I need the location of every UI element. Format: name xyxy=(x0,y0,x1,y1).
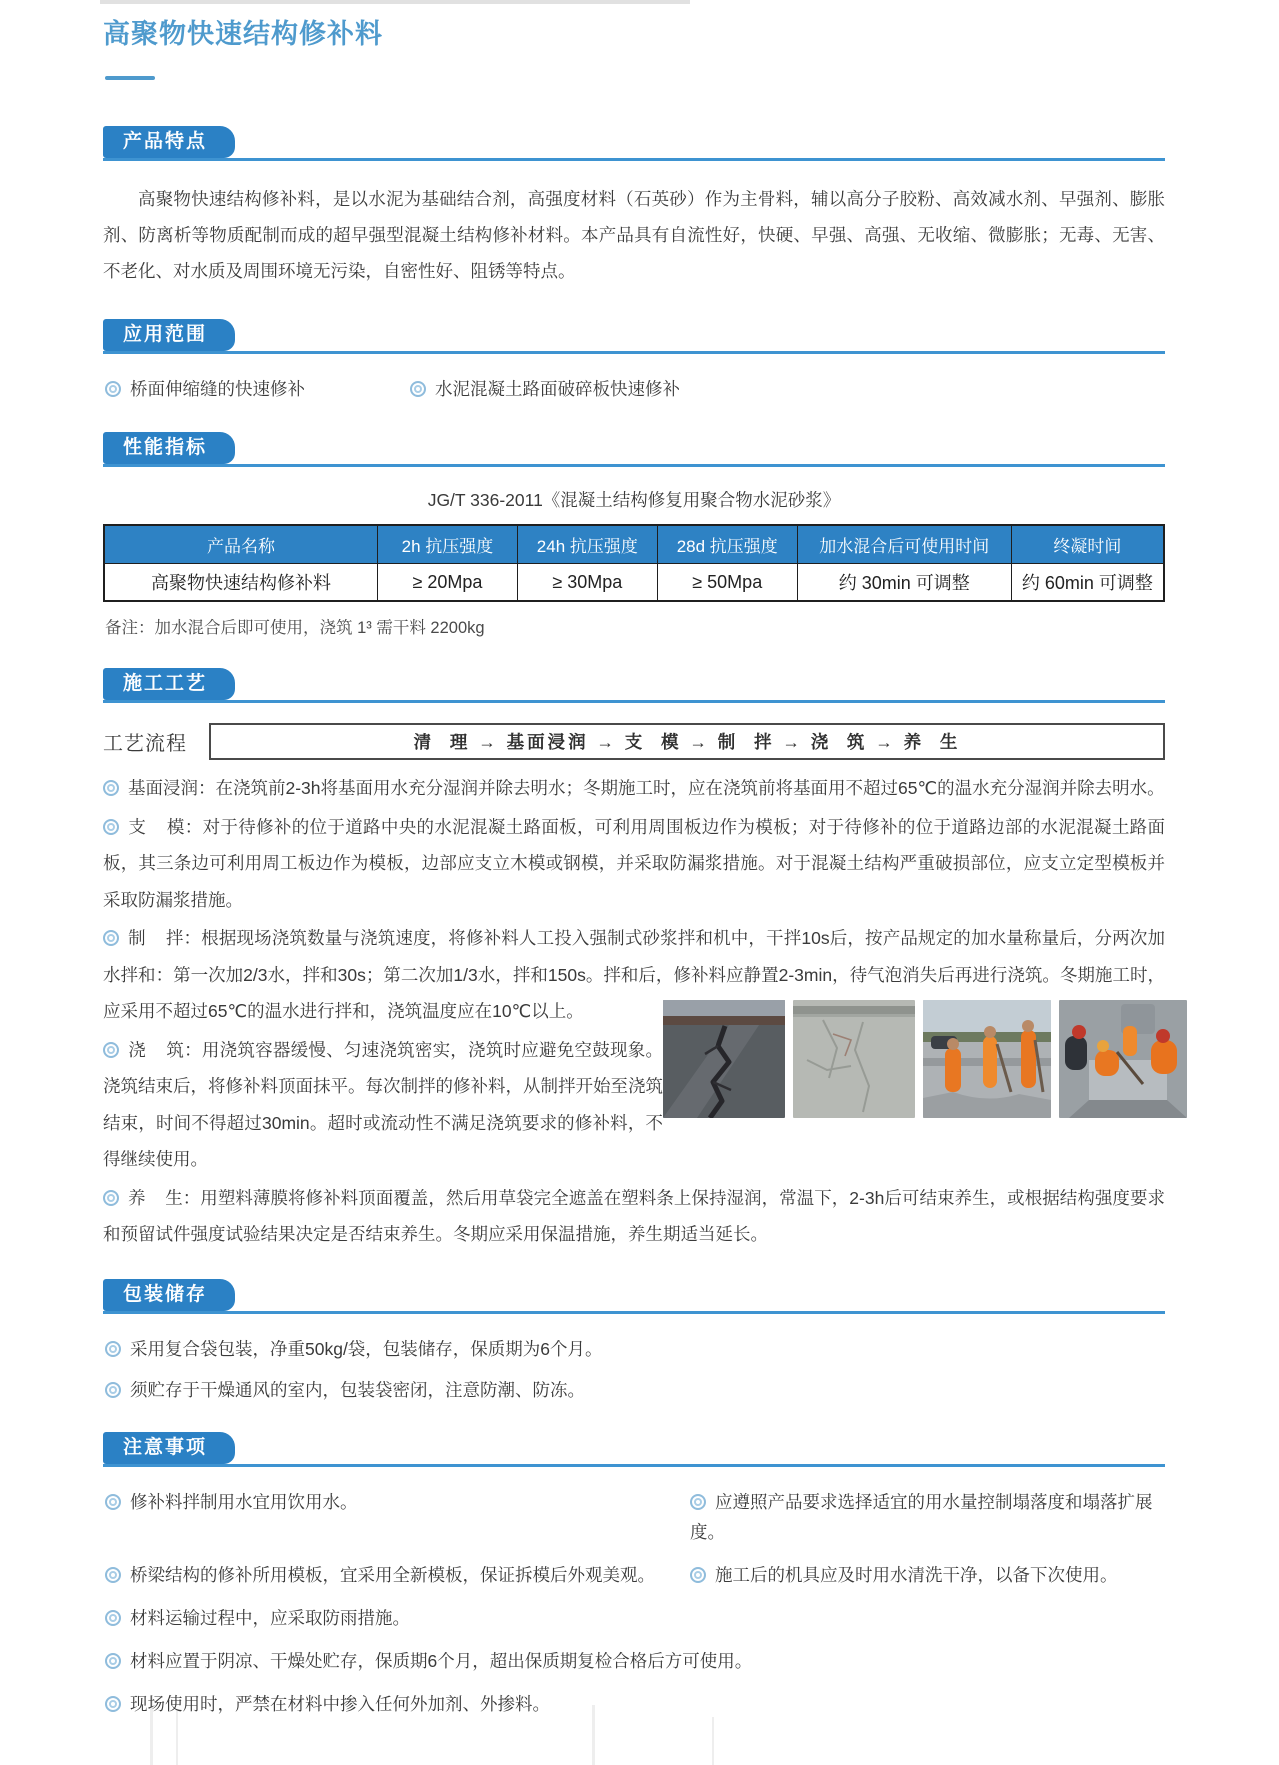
note-item xyxy=(105,1487,690,1547)
process-flow-label: 工艺流程 xyxy=(103,733,187,755)
table-cell-28d-strength: ≥ 50Mpa xyxy=(657,564,797,602)
table-cell-usable-time: 约 30min 可调整 xyxy=(797,564,1011,602)
table-remark: 备注：加水混合后即可使用，浇筑 1³ 需干料 2200kg xyxy=(105,619,485,637)
process-step-formwork xyxy=(103,809,1165,919)
section-applications xyxy=(103,319,1165,404)
circle-bullet-icon xyxy=(103,930,119,946)
application-item-label: 桥面伸缩缝的快速修补 xyxy=(130,379,305,399)
process-step-text: 浇 筑：用浇筑容器缓慢、匀速浇筑密实，浇筑时应避免空鼓现象。浇筑结束后，将修补料顶面抹平。每次制拌的修补料，从制拌开始至浇筑结束，时间不得超过30min。超时或流动性不满足浇筑要求的修补料，不得继续使用。 xyxy=(103,1039,663,1169)
packaging-item-label: 采用复合袋包装，净重50kg/袋，包装储存，保质期为6个月。 xyxy=(130,1338,603,1359)
circle-bullet-icon xyxy=(105,381,121,397)
note-item xyxy=(105,1689,1165,1719)
circle-bullet-icon xyxy=(103,1190,119,1206)
note-item-label: 施工后的机具应及时用水清洗干净，以备下次使用。 xyxy=(715,1564,1118,1585)
note-item xyxy=(105,1646,1165,1676)
column-header: 加水混合后可使用时间 xyxy=(797,525,1011,564)
table-cell-product-name: 高聚物快速结构修补料 xyxy=(104,564,377,602)
construction-photos-strip xyxy=(663,1000,1187,1118)
section-packaging xyxy=(103,1279,1165,1406)
cracked-pavement-photo xyxy=(663,1000,785,1118)
note-item xyxy=(690,1487,1165,1547)
note-item-label: 现场使用时，严禁在材料中掺入任何外加剂、外掺料。 xyxy=(130,1693,550,1714)
table-row xyxy=(104,564,1164,602)
process-step-pouring xyxy=(103,1032,663,1178)
performance-table xyxy=(103,524,1165,602)
circle-bullet-icon xyxy=(105,1341,121,1357)
standard-reference: JG/T 336-2011《混凝土结构修复用聚合物水泥砂浆》 xyxy=(427,490,841,510)
table-cell-2h-strength: ≥ 20Mpa xyxy=(377,564,517,602)
application-item xyxy=(105,374,410,404)
circle-bullet-icon xyxy=(105,1494,121,1510)
section-header-packaging xyxy=(103,1279,1165,1314)
circle-bullet-icon xyxy=(105,1696,121,1712)
circle-bullet-icon xyxy=(410,381,426,397)
note-item-label: 材料运输过程中，应采取防雨措施。 xyxy=(130,1607,410,1628)
process-step-text: 制 拌：根据现场浇筑数量与浇筑速度，将修补料人工投入强制式砂浆拌和机中，干拌10s后，按产品规定的加水量称量后，分两次加水拌和：第一次加2/3水，拌和30s；第二次加1/3水，拌和150s。拌和后，修补料应静置2-3min，待气泡消失后再进行浇筑。冬期施工时，应采用不超过65℃的温水进行拌和，浇筑温度应在10℃以上。 xyxy=(103,928,1165,1021)
circle-bullet-icon xyxy=(105,1610,121,1626)
process-flow-sequence: 清 理 → 基面浸润 → 支 模 → 制 拌 → 浇 筑 → 养 生 xyxy=(413,732,961,752)
broken-concrete-slab-photo xyxy=(793,1000,915,1118)
packaging-items xyxy=(103,1334,1165,1406)
note-item-label: 材料应置于阴凉、干燥处贮存，保质期6个月，超出保质期复检合格后方可使用。 xyxy=(130,1650,753,1671)
section-process xyxy=(103,668,1165,1253)
column-header: 24h 抗压强度 xyxy=(517,525,657,564)
column-header: 产品名称 xyxy=(104,525,377,564)
circle-bullet-icon xyxy=(105,1653,121,1669)
note-item-label: 桥梁结构的修补所用模板，宜采用全新模板，保证拆模后外观美观。 xyxy=(130,1564,655,1585)
application-item xyxy=(410,374,680,404)
section-features xyxy=(103,126,1165,289)
watermark-artifact xyxy=(712,1717,714,1765)
section-tab-packaging: 包装储存 xyxy=(103,1279,235,1311)
circle-bullet-icon xyxy=(690,1494,706,1510)
note-item-label: 应遵照产品要求选择适宜的用水量控制塌落度和塌落扩展度。 xyxy=(690,1491,1153,1542)
section-tab-features: 产品特点 xyxy=(103,126,235,158)
circle-bullet-icon xyxy=(105,1382,121,1398)
process-step-wetting xyxy=(103,770,1165,807)
section-header-notes xyxy=(103,1432,1165,1467)
circle-bullet-icon xyxy=(103,780,119,796)
process-step-curing xyxy=(103,1180,1165,1253)
page-title: 高聚物快速结构修补料 xyxy=(103,19,383,49)
note-item xyxy=(105,1560,690,1590)
packaging-item-label: 须贮存于干燥通风的室内，包装袋密闭，注意防潮、防冻。 xyxy=(130,1379,585,1400)
road-repair-workers-photo xyxy=(923,1000,1051,1118)
section-tab-notes: 注意事项 xyxy=(103,1432,235,1464)
section-tab-applications: 应用范围 xyxy=(103,319,235,351)
note-item-label: 修补料拌制用水宜用饮用水。 xyxy=(130,1491,358,1512)
process-pour-row xyxy=(103,1032,1165,1180)
column-header: 28d 抗压强度 xyxy=(657,525,797,564)
note-item xyxy=(690,1560,1165,1590)
section-header-process xyxy=(103,668,1165,703)
page-top-edge-artifact xyxy=(100,0,690,4)
table-header-row xyxy=(104,525,1164,564)
patch-finishing-workers-photo xyxy=(1059,1000,1187,1118)
section-header-applications xyxy=(103,319,1165,354)
process-step-text: 支 模：对于待修补的位于道路中央的水泥混凝土路面板，可利用周围板边作为模板；对于待修补的位于道路边部的水泥混凝土路面板，其三条边可利用周工板边作为模板，边部应支立木模或钢模，并采取防漏浆措施。对于混凝土结构严重破损部位，应支立定型模板并采取防漏浆措施。 xyxy=(103,816,1165,910)
packaging-item xyxy=(105,1334,1165,1365)
circle-bullet-icon xyxy=(103,819,119,835)
column-header: 终凝时间 xyxy=(1011,525,1164,564)
application-items-row xyxy=(105,374,1165,404)
section-performance xyxy=(103,432,1165,638)
section-header-performance xyxy=(103,432,1165,467)
application-item-label: 水泥混凝土路面破碎板快速修补 xyxy=(435,379,680,399)
circle-bullet-icon xyxy=(103,1042,119,1058)
section-tab-process: 施工工艺 xyxy=(103,668,235,700)
features-paragraph: 高聚物快速结构修补料，是以水泥为基础结合剂，高强度材料（石英砂）作为主骨料，辅以高分子胶粉、高效减水剂、早强剂、膨胀剂、防离析等物质配制而成的超早强型混凝土结构修补材料。本产品具有自流性好，快硬、早强、高强、无收缩、微膨胀；无毒、无害、不老化、对水质及周围环境无污染，自密性好、阻锈等特点。 xyxy=(103,189,1165,281)
table-cell-final-set-time: 约 60min 可调整 xyxy=(1011,564,1164,602)
circle-bullet-icon xyxy=(690,1567,706,1583)
table-cell-24h-strength: ≥ 30Mpa xyxy=(517,564,657,602)
section-tab-performance: 性能指标 xyxy=(103,432,235,464)
process-flow-row xyxy=(103,723,1165,760)
process-step-text: 基面浸润：在浇筑前2-3h将基面用水充分湿润并除去明水；冬期施工时，应在浇筑前将基面用不超过65℃的温水充分湿润并除去明水。 xyxy=(128,778,1165,798)
section-notes xyxy=(103,1432,1165,1719)
process-step-text: 养 生：用塑料薄膜将修补料顶面覆盖，然后用草袋完全遮盖在塑料条上保持湿润，常温下，2-3h后可结束养生，或根据结构强度要求和预留试件强度试验结果决定是否结束养生。冬期应采用保温措施，养生期适当延长。 xyxy=(103,1187,1165,1244)
notes-items-grid xyxy=(105,1487,1165,1719)
section-header-features xyxy=(103,126,1165,161)
process-flow-box xyxy=(209,723,1165,760)
title-underline xyxy=(105,76,155,80)
column-header: 2h 抗压强度 xyxy=(377,525,517,564)
note-item xyxy=(105,1603,1165,1633)
circle-bullet-icon xyxy=(105,1567,121,1583)
